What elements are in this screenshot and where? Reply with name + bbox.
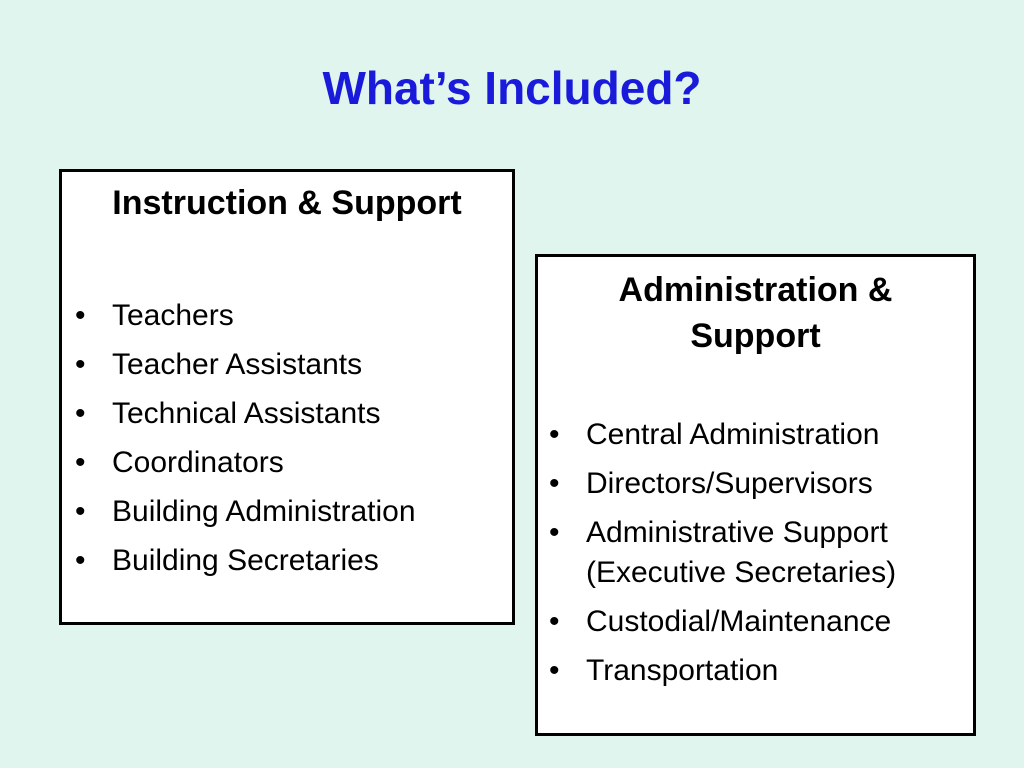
list-item-label: Central Administration — [586, 418, 880, 451]
list-item — [65, 443, 512, 483]
bullet-icon: • — [75, 299, 86, 332]
list-item-label: Directors/Supervisors — [586, 467, 873, 500]
list-item — [65, 394, 512, 434]
administration-support-heading: Administration & Support — [618, 271, 893, 355]
list-item — [539, 651, 973, 691]
list-item-label: Teachers — [112, 299, 234, 332]
list-item — [65, 345, 512, 385]
bullet-icon: • — [549, 467, 560, 500]
list-item-label: Building Secretaries — [112, 544, 379, 577]
list-item-label: Custodial/Maintenance — [586, 605, 892, 638]
slide-title: What’s Included? — [322, 62, 702, 114]
list-item-label: Teacher Assistants — [112, 348, 363, 381]
list-item-label: Administrative Support (Executive Secretaries) — [586, 516, 897, 589]
administration-support-box — [535, 254, 976, 736]
list-item — [539, 602, 973, 642]
bullet-icon: • — [75, 495, 86, 528]
administration-support-list — [538, 415, 973, 691]
list-item — [539, 464, 973, 504]
bullet-icon: • — [75, 544, 86, 577]
list-item-label: Coordinators — [112, 446, 284, 479]
list-item — [65, 541, 512, 581]
bullet-icon: • — [549, 605, 560, 638]
bullet-icon: • — [75, 446, 86, 479]
bullet-icon: • — [75, 348, 86, 381]
bullet-icon: • — [549, 418, 560, 451]
list-item-label: Technical Assistants — [112, 397, 381, 430]
list-item-label: Transportation — [586, 654, 779, 687]
list-item — [65, 296, 512, 336]
list-item — [65, 492, 512, 532]
bullet-icon: • — [549, 516, 560, 549]
list-item-label: Building Administration — [112, 495, 416, 528]
bullet-icon: • — [549, 654, 560, 687]
instruction-support-list — [62, 296, 512, 581]
instruction-support-heading: Instruction & Support — [112, 184, 462, 222]
bullet-icon: • — [75, 397, 86, 430]
instruction-support-box — [59, 169, 515, 625]
list-item — [539, 415, 973, 455]
list-item — [539, 513, 973, 593]
